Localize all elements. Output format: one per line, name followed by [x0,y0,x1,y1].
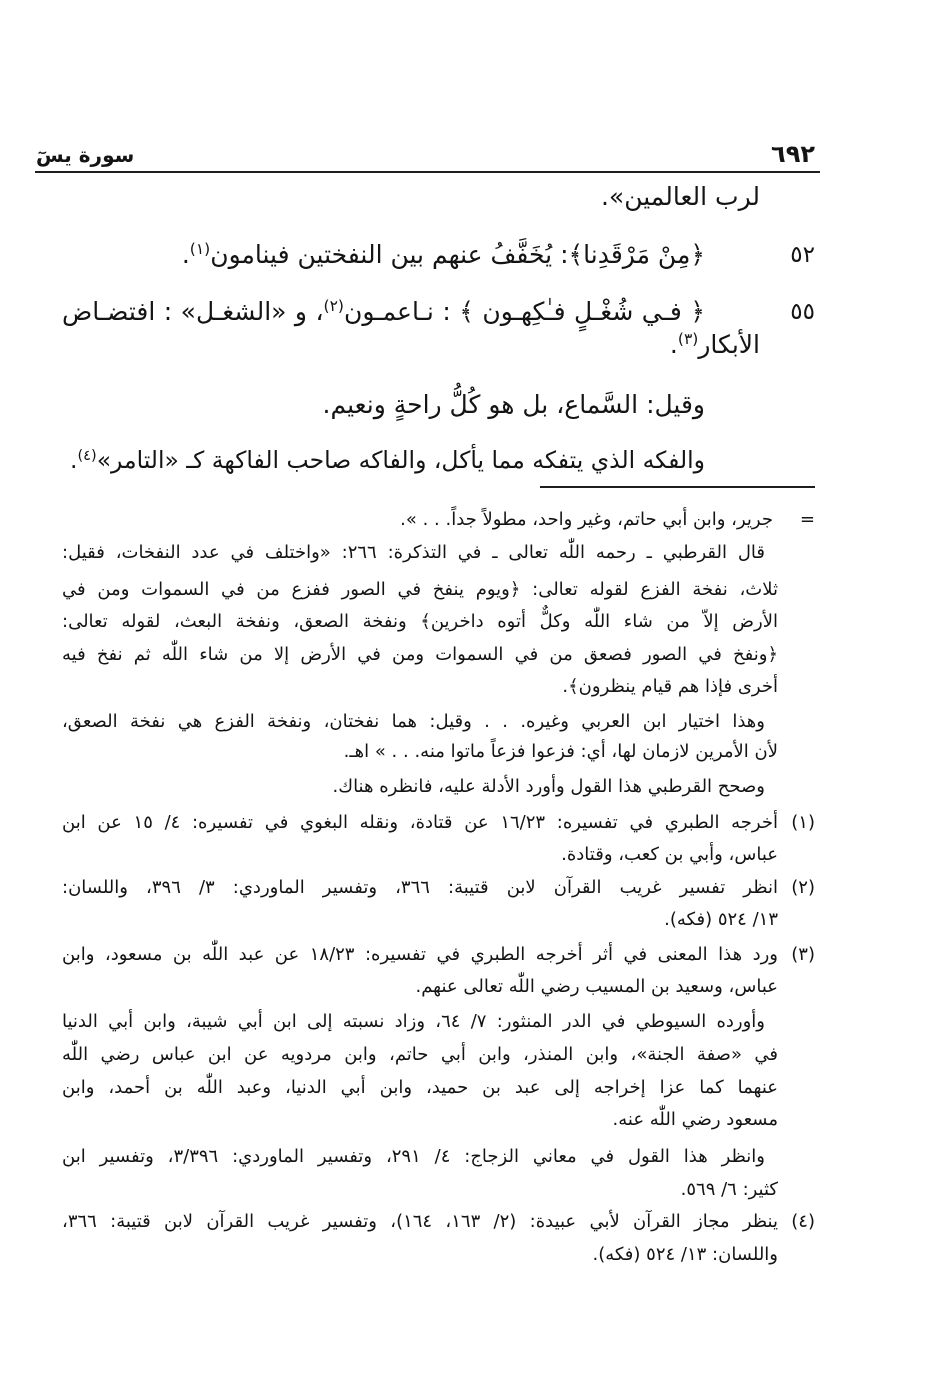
line-text: وصحح القرطبي هذا القول وأورد الأدلة عليه، فانظره هناك. [332,776,765,797]
verse-number: ٥٢ [790,242,815,268]
footnote-ref-marker: (٣) [677,330,699,349]
line-text: عنهما كما عزا إخراجه إلى عبد بن حميد، وابن أبي الدنيا، وعبد اللّٰه بن أحمد، وابن [62,1077,778,1098]
footnote-separator [540,486,815,488]
line-text: ﴿ونفخ في الصور فصعق من في السموات ومن في الأرض إلا من شاء اللّٰه ثم نفخ فيه [62,644,778,665]
continuation-marker: = [799,509,815,530]
verse-line [60,323,760,367]
line-text: وقيل: السَّماع، بل هو كُلُّ راحةٍ ونعيم. [322,390,705,419]
footnote-line [60,972,778,1002]
line-text: وأورده السيوطي في الدر المنثور: ٧/ ٦٤، وزاد نسبته إلى ابن أبي شيبة، وابن أبي الدنيا [61,1011,765,1032]
footnote-line [60,1105,778,1135]
footnote-number: (٤) [791,1211,815,1232]
line-text: قال القرطبي ـ رحمه اللّٰه تعالى ـ في التذكرة: ٢٦٦: «واختلف في عدد النفخات، فقيل: [62,542,765,563]
line-text: لرب العالمين». [600,182,760,211]
footnote-ref-marker: (٤) [77,447,97,464]
line-text: ﴿مِنْ مَرْقَدِنا﴾: يُخَفَّفُ عنهم بين النفختين فينامون [210,240,705,269]
line-text: واللسان: ١٣/ ٥٢٤ (فكه). [592,1244,778,1265]
footnote-line [62,1007,765,1037]
line-text: الأبكار [698,330,760,359]
main-text-line [60,438,705,482]
line-text: انظر تفسير غريب القرآن لابن قتيبة: ٣٦٦، وتفسير الماوردي: ٣/ ٣٩٦، واللسان: [62,877,778,898]
line-text: أخرجه الطبري في تفسيره: ١٦/٢٣ عن قتادة، ونقله البغوي في تفسيره: ٤/ ١٥ عن ابن [62,812,778,833]
verse-line [60,233,705,277]
footnote-line [62,538,765,568]
footnote-line [60,840,778,870]
footnote-line [62,940,778,970]
footnote-line [60,672,778,702]
footnote-number: (٣) [791,944,815,965]
footnote-line [62,1073,778,1103]
main-text-line [60,175,760,219]
footnote-line [60,1240,778,1270]
footnote-line [62,873,778,903]
line-text: ثلاث، نفخة الفزع لقوله تعالى: ﴿ويوم ينفخ في الصور ففزع من في السموات ومن في [62,579,778,600]
footnote-line [62,640,778,670]
page-number: ٦٩٢ [771,140,815,168]
line-text: كثير: ٦/ ٥٦٩. [680,1179,778,1200]
line-text: أخرى فإذا هم قيام ينظرون﴾. [562,676,778,697]
line-text: والفكه الذي يتفكه مما يأكل، والفاكه صاحب الفاكهة كـ «التامر» [96,446,705,474]
footnote-line [62,808,778,838]
footnote-line [62,1040,778,1070]
footnote-line [62,575,778,605]
footnote-number: (١) [791,812,815,833]
footnote-line [62,607,778,637]
line-text: ﴿ فـي شُغْـلٍ فـٰكِهـون ﴾ : نـاعمـون [343,297,705,326]
line-text: الأرض إلاّ من شاء اللّٰه وكلٌّ أتوه داخرين﴾ ونفخة الصعق، ونفخة البعث، لقوله تعالى: [62,611,778,632]
line-text: ١٣/ ٥٢٤ (فكه). [664,909,778,930]
header-rule [35,171,820,173]
footnote-line [60,905,778,935]
line-text: وهذا اختيار ابن العربي وغيره. . . وقيل: هما نفختان، ونفخة الفزع هي نفخة الصعق، [62,711,765,732]
line-text: . [181,240,190,269]
footnote-line [62,1207,778,1237]
line-text: عباس، وسعيد بن المسيب رضي اللّٰه تعالى عنهم. [415,976,778,997]
footnote-ref-marker: (٢) [323,297,344,316]
line-text: ورد هذا المعنى في أثر أخرجه الطبري في تفسيره: ١٨/٢٣ عن عبد اللّٰه بن مسعود، وابن [62,944,778,965]
footnote-line [62,1142,765,1172]
line-text: ، و «الشغـل» : افتضـاض [62,297,324,326]
line-text: . [669,330,678,359]
running-title: سورة يسٓ [36,143,135,167]
footnote-line [60,505,773,535]
footnote-line [60,772,765,802]
line-text: مسعود رضي اللّٰه عنه. [612,1109,778,1130]
line-text: جرير، وابن أبي حاتم، وغير واحد، مطولاً جداً. . . ». [400,509,773,530]
line-text: عباس، وأبي بن كعب، وقتادة. [561,844,778,865]
line-text: . [70,446,78,474]
footnote-line [60,1175,778,1205]
line-text: لأن الأمرين لازمان لها، أي: فزعوا فزعاً ماتوا منه. . . » اهـ. [343,741,778,762]
line-text: في «صفة الجنة»، وابن المنذر، وابن أبي حاتم، وابن مردويه عن ابن عباس رضي اللّٰه [62,1044,778,1065]
line-text: وانظر هذا القول في معاني الزجاج: ٤/ ٢٩١، وتفسير الماوردي: ٣/٣٩٦، وتفسير ابن [62,1146,765,1167]
main-text-line [60,383,705,427]
line-text: ينظر مجاز القرآن لأبي عبيدة: (٢/ ١٦٣، ١٦٤)، وتفسير غريب القرآن لابن قتيبة: ٣٦٦، [62,1211,778,1232]
footnote-number: (٢) [791,877,815,898]
footnote-line [60,737,778,767]
verse-number: ٥٥ [790,299,815,325]
footnote-ref-marker: (١) [189,240,211,259]
footnote-line [62,707,765,737]
